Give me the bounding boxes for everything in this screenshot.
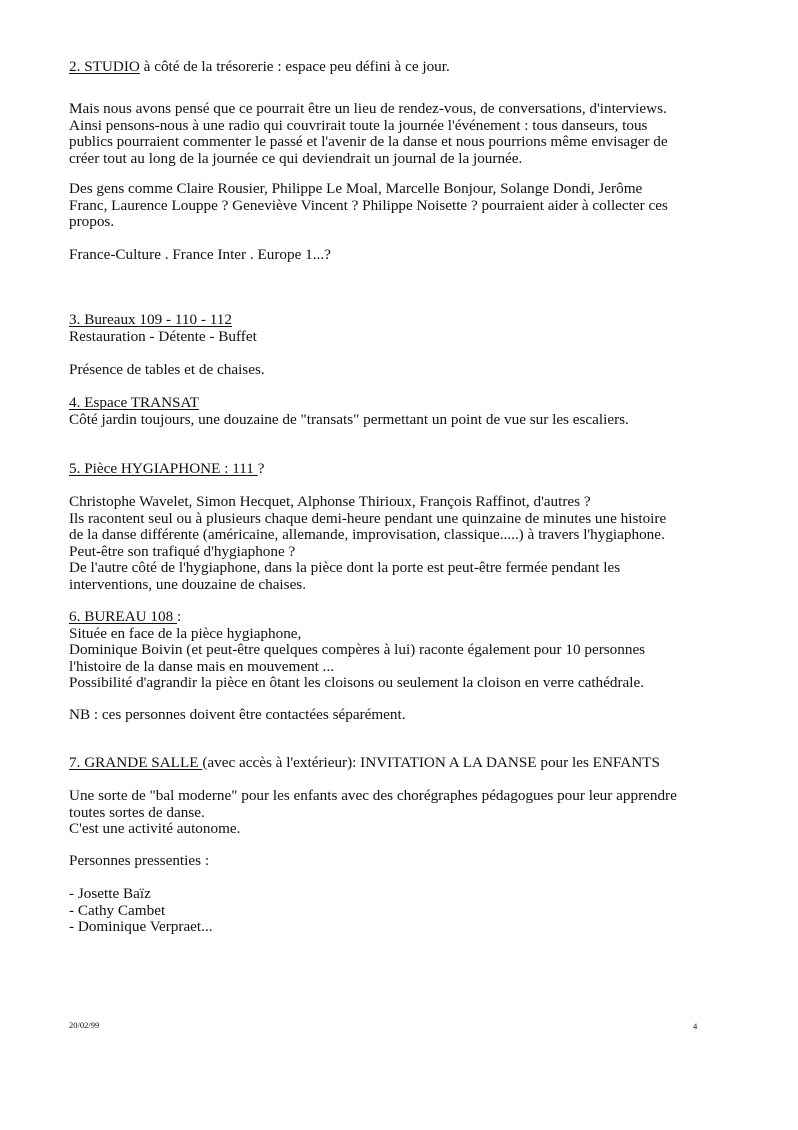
paragraph-line: de la danse différente (américaine, allemande, improvisation, classique.....) à travers l'hygiaphone. (69, 526, 665, 543)
section-6-heading-line (69, 609, 181, 626)
section-5-heading-line (69, 461, 264, 478)
paragraph-line: Peut-être son trafiqué d'hygiaphone ? (69, 542, 296, 560)
paragraph-line: l'histoire de la danse mais en mouvement ... (69, 657, 335, 675)
paragraph-line: Possibilité d'agrandir la pièce en ôtant les cloisons ou seulement la cloison en verre cathédrale. (69, 674, 645, 691)
paragraph-line: De l'autre côté de l'hygiaphone, dans la pièce dont la porte est peut-être fermée pendant les (69, 559, 621, 576)
section-7-heading-rest: (avec accès à l'extérieur): INVITATION A LA DANSE pour les ENFANTS (202, 754, 660, 771)
paragraph-line: Côté jardin toujours, une douzaine de "transats" permettant un point de vue sur les escaliers. (69, 410, 629, 428)
paragraph-line: Dominique Boivin (et peut-être quelques compères à lui) raconte également pour 10 personnes (69, 641, 646, 658)
paragraph-line: propos. (69, 213, 115, 230)
paragraph-line: Franc, Laurence Louppe ? Geneviève Vincent ? Philippe Noisette ? pourraient aider à collecter ces (69, 196, 668, 214)
paragraph-line: publics pourraient commenter le passé et l'avenir de la danse et nous pourrions même envisager de (69, 133, 668, 150)
list-item: - Josette Baïz (69, 885, 151, 902)
section-2-heading: 2. STUDIO (69, 58, 140, 75)
section-2-heading-line (69, 59, 450, 76)
section-2-heading-rest: à côté de la trésorerie : espace peu défini à ce jour. (139, 58, 450, 75)
footer-date: 20/02/99 (69, 1020, 100, 1030)
nb-note: NB : ces personnes doivent être contactées séparément. (69, 706, 406, 723)
paragraph-line: Une sorte de "bal moderne" pour les enfants avec des chorégraphes pédagogues pour leur apprendre (69, 787, 677, 804)
section-7-heading: 7. GRANDE SALLE (69, 754, 203, 771)
section-4-heading: 4. Espace TRANSAT (69, 394, 200, 411)
paragraph-line: France-Culture . France Inter . Europe 1...? (69, 246, 331, 263)
paragraph-line: Ainsi pensons-nous à une radio qui couvrirait toute la journée l'événement : tous danseurs, tous (69, 116, 648, 134)
section-3-subtitle: Restauration - Détente - Buffet (69, 327, 257, 345)
section-6-heading: 6. BUREAU 108 (69, 608, 178, 625)
paragraph-line: interventions, une douzaine de chaises. (69, 575, 307, 593)
paragraph-line: Christophe Wavelet, Simon Hecquet, Alphonse Thirioux, François Raffinot, d'autres ? (69, 493, 591, 510)
section-6-heading-rest: : (177, 608, 182, 625)
people-label: Personnes pressenties : (69, 852, 210, 869)
paragraph-line: Ils racontent seul ou à plusieurs chaque demi-heure pendant une quinzaine de minutes une histoire (69, 509, 667, 527)
paragraph-line: C'est une activité autonome. (69, 820, 241, 837)
section-3-heading: 3. Bureaux 109 - 110 - 112 (69, 311, 232, 328)
paragraph-line: Présence de tables et de chaises. (69, 361, 265, 378)
list-item: - Dominique Verpraet... (69, 918, 213, 935)
section-7-heading-line (69, 755, 660, 772)
paragraph-line: Mais nous avons pensé que ce pourrait être un lieu de rendez-vous, de conversations, d'interviews. (69, 100, 667, 117)
page-number: 4 (693, 1021, 698, 1031)
section-5-heading-rest: ? (257, 460, 265, 477)
section-5-heading: 5. Pièce HYGIAPHONE : 111 (69, 460, 258, 477)
list-item: - Cathy Cambet (69, 901, 166, 919)
paragraph-line: toutes sortes de danse. (69, 803, 205, 821)
paragraph-line: Située en face de la pièce hygiaphone, (69, 624, 302, 642)
paragraph-line: Des gens comme Claire Rousier, Philippe Le Moal, Marcelle Bonjour, Solange Dondi, Jerôme (69, 180, 643, 197)
paragraph-line: créer tout au long de la journée ce qui deviendrait un journal de la journée. (69, 149, 523, 167)
